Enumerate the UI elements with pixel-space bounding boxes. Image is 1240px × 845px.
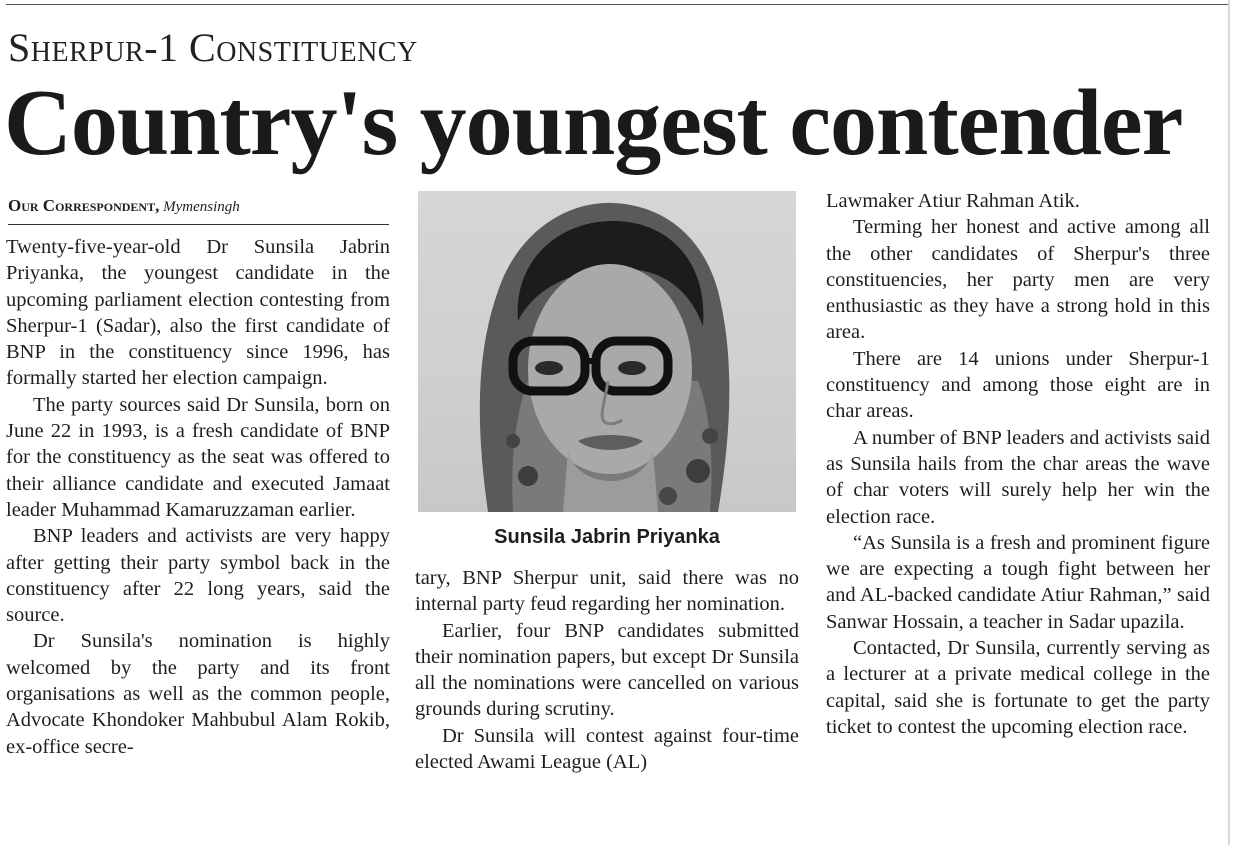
portrait-illustration: [418, 191, 796, 512]
paragraph: Terming her honest and active among all the other candidates of Sherpur's three constituencies, her party men are very enthusiastic as they have a strong hold in this area.: [826, 216, 1210, 344]
paragraph: Earlier, four BNP candidates submitted their nomination papers, but except Dr Sunsila all the nominations were cancelled on various grounds during scrutiny.: [415, 619, 799, 721]
paragraph: Lawmaker Atiur Rahman Atik.: [826, 190, 1080, 212]
paragraph: tary, BNP Sherpur unit, said there was no internal party feud regarding her nomination.: [415, 567, 799, 616]
paragraph: Dr Sunsila will contest against four-time elected Awami League (AL): [415, 724, 799, 774]
article-column-3: [826, 188, 1210, 740]
byline-place: Mymensingh: [163, 199, 240, 215]
byline: [8, 196, 240, 217]
article-column-2: [415, 565, 799, 775]
paragraph: BNP leaders and activists are very happy after getting their party symbol back in the constituency after 22 long years, said the source.: [6, 525, 390, 627]
paragraph: Dr Sunsila's nomination is highly welcomed by the party and its front organisations as well as the common people, Advocate Khondoker Mahbubul Alam Rokib, ex-office secre-: [6, 630, 390, 758]
paragraph: “As Sunsila is a fresh and prominent figure we are expecting a tough fight between her and AL-backed candidate Atiur Rahman,” said Sanwar Hossain, a teacher in Sadar upazila.: [826, 531, 1210, 633]
top-rule: [6, 4, 1230, 5]
candidate-photo: [418, 191, 796, 512]
section-kicker: Sherpur-1 Constituency: [8, 25, 418, 70]
paragraph: Twenty-five-year-old Dr Sunsila Jabrin Priyanka, the youngest candidate in the upcoming parliament election contesting from Sherpur-1 (Sadar), also the first candidate of BNP in the constituency since 1996, has formally started her election campaign.: [6, 236, 390, 390]
article-headline: Country's youngest contender: [4, 71, 1183, 175]
byline-rule: [8, 224, 389, 225]
article-column-1: [6, 234, 390, 760]
paragraph: There are 14 unions under Sherpur-1 constituency and among those eight are in char areas.: [826, 347, 1210, 423]
paragraph: The party sources said Dr Sunsila, born on June 22 in 1993, is a fresh candidate of BNP for the constituency as the seat was offered to their alliance candidate and executed Jamaat leader Muhammad Kamaruzzaman earlier.: [6, 393, 390, 521]
paragraph: A number of BNP leaders and activists said as Sunsila hails from the char areas the wave of char voters will surely help her win the election race.: [826, 426, 1210, 528]
page-edge: [1228, 0, 1230, 845]
photo-caption: Sunsila Jabrin Priyanka: [494, 526, 720, 548]
byline-name: Our Correspondent,: [8, 196, 160, 215]
paragraph: Contacted, Dr Sunsila, currently serving as a lecturer at a private medical college in the capital, said she is fortunate to get the party ticket to contest the upcoming election race.: [826, 637, 1210, 738]
